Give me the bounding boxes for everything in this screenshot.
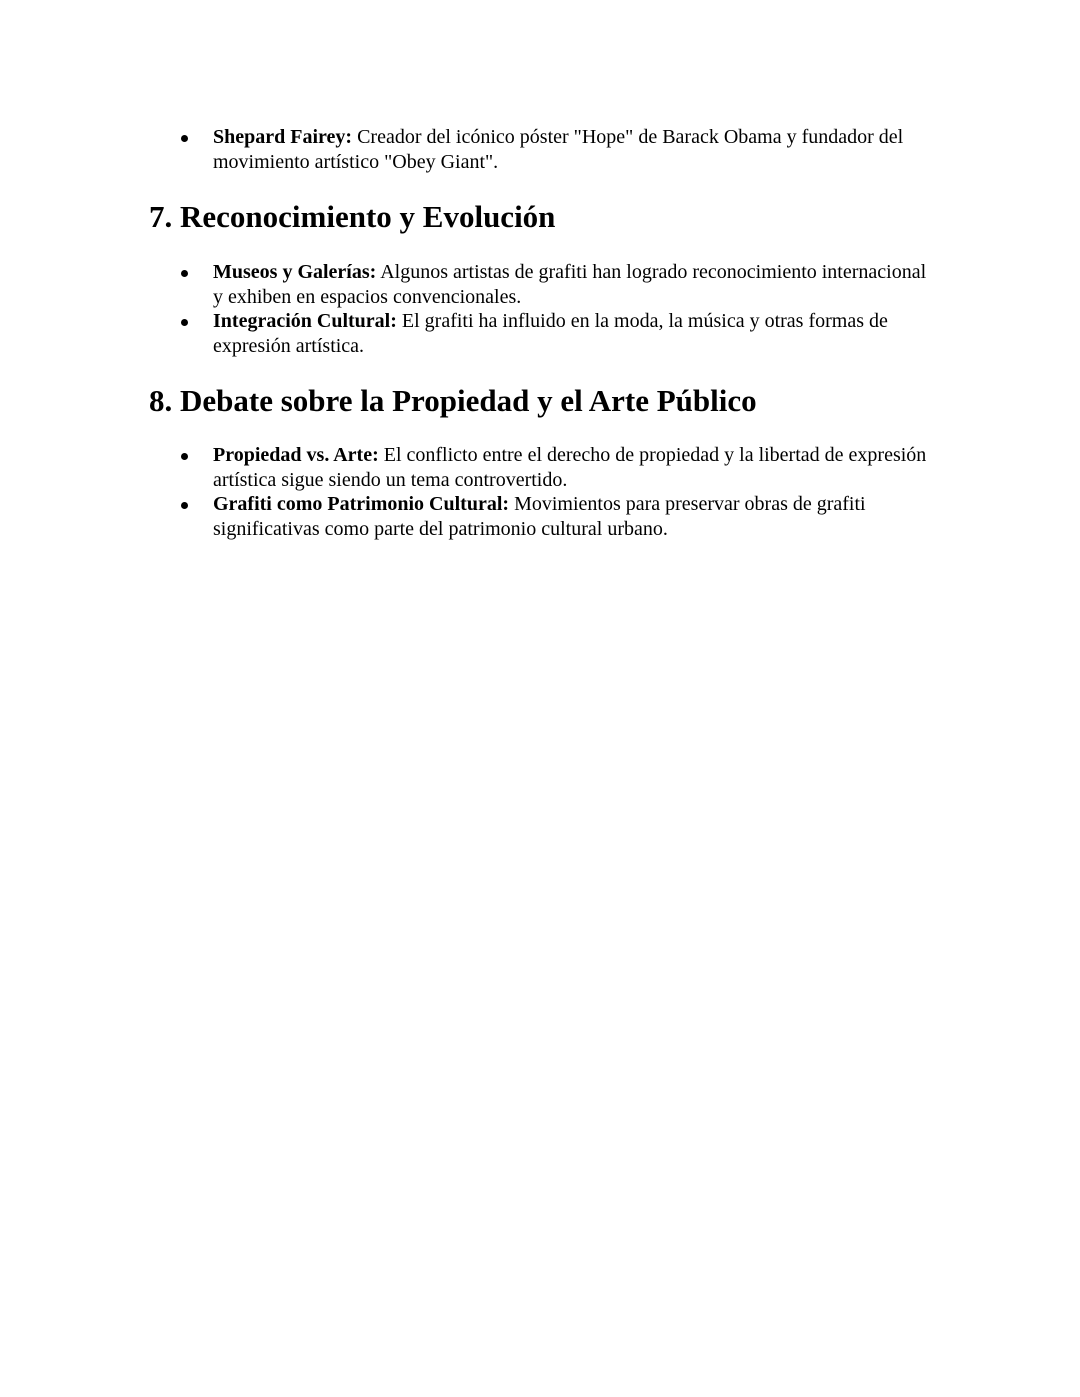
- list-item: [0, 443, 1080, 492]
- list-item: [0, 309, 1080, 358]
- section-heading-7: 7. Reconocimiento y Evolución: [149, 199, 556, 234]
- bullet-icon: [181, 502, 188, 509]
- item-term: Grafiti como Patrimonio Cultural:: [213, 493, 510, 515]
- bullet-icon: [181, 453, 188, 460]
- item-term: Integración Cultural:: [213, 310, 397, 332]
- bullet-list-section-8: [0, 443, 1080, 541]
- list-item: [0, 260, 1080, 309]
- bullet-icon: [181, 135, 188, 142]
- item-text: El grafiti ha influido en la moda, la música y otras formas de expresión artística.: [213, 310, 888, 357]
- item-term: Museos y Galerías:: [213, 261, 377, 283]
- item-term: Shepard Fairey:: [213, 126, 353, 148]
- bullet-icon: [181, 270, 188, 277]
- list-item: [0, 125, 1080, 174]
- item-text: Creador del icónico póster "Hope" de Barack Obama y fundador del movimiento artístico "Obey Giant".: [213, 126, 904, 173]
- item-text: Movimientos para preservar obras de grafiti significativas como parte del patrimonio cultural urbano.: [213, 493, 866, 540]
- bullet-list-artists: [0, 125, 1080, 174]
- item-text: El conflicto entre el derecho de propiedad y la libertad de expresión artística sigue siendo un tema controvertido.: [213, 444, 927, 491]
- item-text: Algunos artistas de grafiti han logrado reconocimiento internacional y exhiben en espacios convencionales.: [213, 261, 927, 308]
- list-item: [0, 492, 1080, 541]
- bullet-list-section-7: [0, 260, 1080, 358]
- bullet-icon: [181, 319, 188, 326]
- section-heading-8: 8. Debate sobre la Propiedad y el Arte Público: [149, 383, 757, 418]
- item-term: Propiedad vs. Arte:: [213, 444, 379, 466]
